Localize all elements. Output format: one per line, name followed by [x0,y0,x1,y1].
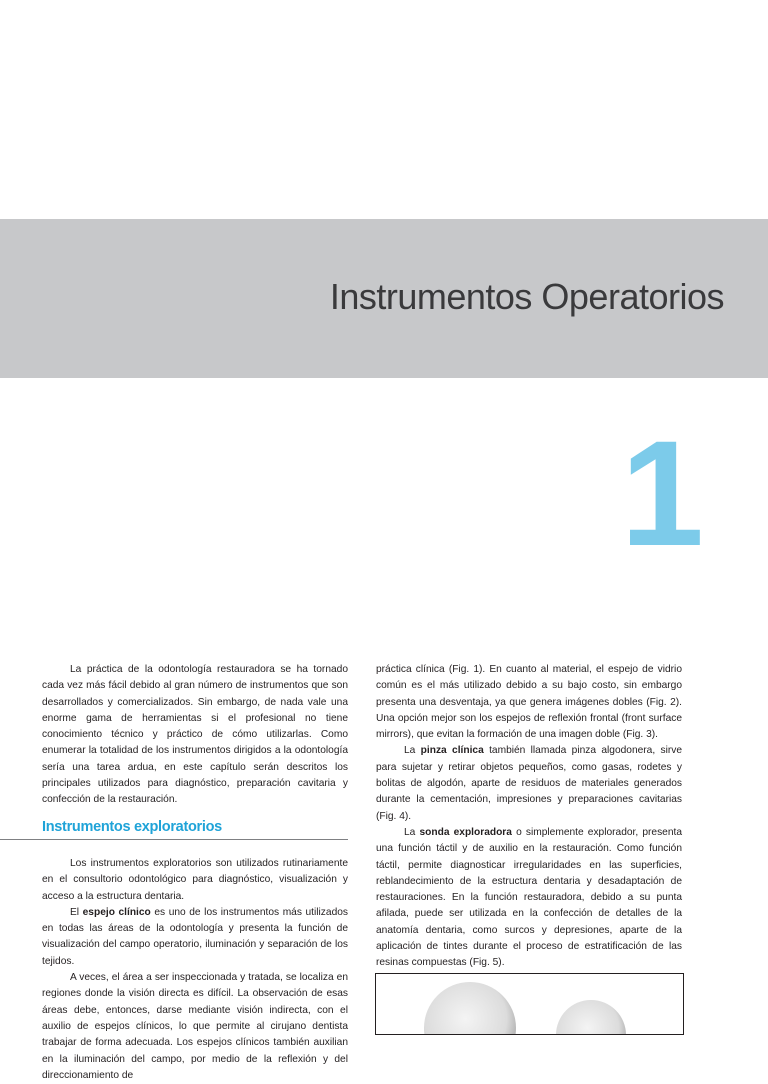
paragraph: La pinza clínica también llamada pinza algodonera, sirve para sujetar y retirar objetos pequeños, como gasas, rodetes y bolitas de algodón, aparte de residuos de materiales generados durante la cementación, impresiones y preparaciones cavitarias (Fig. 4). [376,745,682,822]
section-divider [0,839,348,840]
paragraph: práctica clínica (Fig. 1). En cuanto al material, el espejo de vidrio común es el más utilizado debido a su bajo costo, sin embargo presenta una desventaja, ya que genera imágenes dobles (Fig. 2). Una opción mejor son los espejos de reflexión frontal (front surface mirrors), que evitan la formación de una imagen doble (Fig. 3). [376,664,682,741]
term-espejo-clinico: espejo clínico [82,906,151,918]
paragraph: A veces, el área a ser inspeccionada y tratada, se localiza en regiones donde la visión directa es difícil. La observación de esas áreas debe, entonces, darse mediante visión indirecta, con el auxilio de espejos clínicos, lo que permite al cirujano dentista trabajar de forma adecuada. Los espejos clínicos también auxilian en la iluminación del campo, por medio de la reflexión y del direccionamiento de [42,972,348,1081]
right-column [376,662,682,972]
dental-mirror-image [424,982,516,1035]
term-sonda-exploradora: sonda exploradora [419,826,512,838]
paragraph: El espejo clínico es uno de los instrumentos más utilizados en todas las áreas de la odontología y presenta la función de visualización del campo operatorio, iluminación y separación de los tejidos. [42,906,348,967]
left-column [42,662,348,1084]
dental-mirror-image [556,1000,626,1035]
figure-mirrors [375,973,684,1035]
intro-paragraph: La práctica de la odontología restauradora se ha tornado cada vez más fácil debido al gran número de instrumentos que son desarrollados y comercializados. Sin embargo, de nada vale una enorme gama de herramientas si el profesional no tiene conocimiento técnico y práctico de cómo utilizarlas. Como enumerar la totalidad de los instrumentos dirigidos a la odontología sería una tarea ardua, en este capítulo serán descritos los principales utilizados para diagnóstico, preparación cavitaria y confección de la restauración. [42,664,348,806]
chapter-title: Instrumentos Operatorios [329,276,724,317]
paragraph: La sonda exploradora o simplemente explorador, presenta una función táctil y de auxilio en la restauración. Como función táctil, permite diagnosticar irregularidades en las superficies, reblandecimiento de la estructura dentaria y desadaptación de restauraciones. En la función restauradora, debido a su punta afilada, puede ser utilizada en la confección de detalles de la anatomía dentaria, como surcos y depresiones, aparte de la aplicación de tintes durante el proceso de estratificación de las resinas compuestas (Fig. 5). [376,826,682,969]
section-heading: Instrumentos exploratorios [42,818,222,835]
term-pinza-clinica: pinza clínica [420,745,484,757]
chapter-number: 1 [620,409,704,577]
paragraph: Los instrumentos exploratorios son utilizados rutinariamente en el consultorio odontológico para diagnóstico, visualización y acceso a la estructura dentaria. [42,857,348,902]
